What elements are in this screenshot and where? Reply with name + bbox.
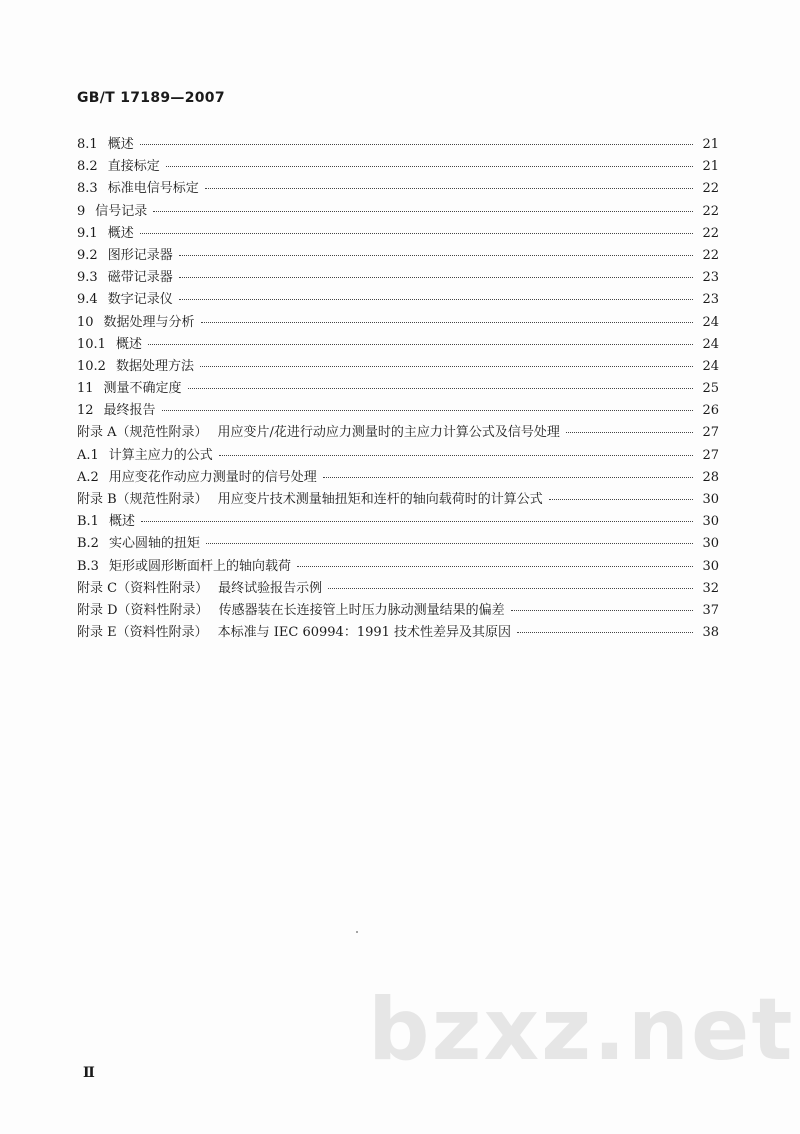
toc-leader-dots <box>323 477 693 478</box>
toc-entry-number: 附录 C（资料性附录） <box>77 580 209 596</box>
toc-entry-page: 37 <box>702 602 719 618</box>
toc-entry[interactable] <box>77 288 719 310</box>
toc-entry-number: 附录 B（规范性附录） <box>77 492 208 507</box>
toc-leader-dots <box>200 366 693 367</box>
toc-entry-page: 26 <box>702 403 719 419</box>
table-of-contents <box>77 133 719 643</box>
toc-entry-number: B.2 <box>77 536 99 552</box>
toc-entry-page: 23 <box>702 270 719 286</box>
toc-leader-dots <box>219 455 693 456</box>
toc-entry[interactable] <box>77 444 719 466</box>
toc-entry[interactable] <box>77 421 719 443</box>
toc-entry-page: 28 <box>702 469 719 485</box>
toc-entry[interactable] <box>77 532 719 554</box>
toc-entry-title: 用应变片技术测量轴扭矩和连杆的轴向载荷时的计算公式 <box>217 492 543 507</box>
toc-leader-dots <box>201 322 693 323</box>
scan-speck <box>356 931 358 933</box>
toc-entry[interactable] <box>77 377 719 399</box>
toc-leader-dots <box>566 432 693 433</box>
toc-entry[interactable] <box>77 244 719 266</box>
toc-entry-page: 27 <box>702 425 719 441</box>
toc-entry-title: 数字记录仪 <box>107 292 173 308</box>
toc-entry-title: 数据处理方法 <box>115 358 194 374</box>
toc-entry-page: 30 <box>702 536 719 552</box>
toc-entry-page: 22 <box>702 203 719 219</box>
standard-code-header: GB/T 17189—2007 <box>77 90 225 106</box>
toc-entry-number: 9.1 <box>77 225 98 241</box>
toc-entry-title: 概述 <box>107 137 134 152</box>
toc-entry-title: 概述 <box>108 514 135 530</box>
toc-entry-page: 23 <box>702 292 719 308</box>
toc-entry-title: 概述 <box>115 336 142 352</box>
toc-entry[interactable] <box>77 510 719 532</box>
toc-entry[interactable] <box>77 177 719 199</box>
toc-leader-dots <box>148 344 693 345</box>
watermark-logo: bzxz.net <box>368 980 795 1080</box>
toc-entry[interactable] <box>77 355 719 377</box>
toc-entry-title: 信号记录 <box>95 203 148 219</box>
toc-leader-dots <box>206 543 693 544</box>
toc-entry-title: 计算主应力的公式 <box>108 447 213 463</box>
toc-leader-dots <box>297 566 693 567</box>
toc-leader-dots <box>517 632 693 633</box>
toc-entry-title: 用应变片/花进行动应力测量时的主应力计算公式及信号处理 <box>217 425 560 441</box>
toc-entry-number: 11 <box>77 381 94 397</box>
toc-entry-number: 9.3 <box>77 270 98 286</box>
toc-entry-number: 10.1 <box>77 336 106 352</box>
toc-entry-title: 实心圆轴的扭矩 <box>108 536 200 552</box>
toc-entry-page: 24 <box>702 358 719 374</box>
page-number: Ⅱ <box>83 1065 95 1081</box>
toc-entry-title: 本标准与 IEC 60994：1991 技术性差异及其原因 <box>217 625 512 641</box>
toc-leader-dots <box>179 255 693 256</box>
toc-entry-page: 24 <box>702 336 719 352</box>
toc-entry-page: 24 <box>702 314 719 330</box>
toc-entry-page: 32 <box>702 580 719 596</box>
toc-leader-dots <box>188 388 693 389</box>
toc-entry[interactable] <box>77 399 719 421</box>
toc-entry[interactable] <box>77 599 719 621</box>
toc-entry-page: 30 <box>702 558 719 574</box>
toc-entry[interactable] <box>77 266 719 288</box>
toc-entry[interactable] <box>77 222 719 244</box>
toc-entry[interactable] <box>77 466 719 488</box>
toc-leader-dots <box>511 610 693 611</box>
toc-entry-number: A.2 <box>77 469 99 485</box>
toc-leader-dots <box>205 188 693 189</box>
toc-entry-page: 22 <box>702 247 719 263</box>
toc-leader-dots <box>179 277 693 278</box>
toc-entry-number: B.3 <box>77 558 99 574</box>
toc-entry-number: 9.2 <box>77 247 98 263</box>
toc-entry-title: 传感器装在长连接管上时压力脉动测量结果的偏差 <box>218 602 505 618</box>
toc-entry[interactable] <box>77 621 719 643</box>
toc-entry-page: 22 <box>702 181 719 197</box>
toc-entry-title: 最终试验报告示例 <box>218 580 323 596</box>
toc-entry-number: 附录 A（规范性附录） <box>77 425 208 441</box>
toc-entry-page: 22 <box>702 225 719 241</box>
toc-entry-title: 数据处理与分析 <box>103 314 195 330</box>
toc-entry-title: 概述 <box>107 225 134 241</box>
toc-entry-number: 9.4 <box>77 292 98 308</box>
toc-leader-dots <box>153 211 693 212</box>
toc-entry[interactable] <box>77 555 719 577</box>
toc-entry-number: A.1 <box>77 447 99 463</box>
toc-entry[interactable] <box>77 133 719 155</box>
toc-entry-number: 附录 E（资料性附录） <box>77 625 208 641</box>
toc-entry-number: 8.3 <box>77 181 98 197</box>
toc-entry[interactable] <box>77 200 719 222</box>
toc-entry-title: 图形记录器 <box>107 247 173 263</box>
toc-entry[interactable] <box>77 311 719 333</box>
toc-entry[interactable] <box>77 155 719 177</box>
toc-entry-number: 附录 D（资料性附录） <box>77 602 209 618</box>
toc-entry-title: 直接标定 <box>107 159 160 175</box>
toc-leader-dots <box>140 144 693 145</box>
toc-entry[interactable] <box>77 488 719 510</box>
toc-leader-dots <box>179 299 693 300</box>
toc-entry-number: 12 <box>77 403 94 419</box>
toc-leader-dots <box>162 410 693 411</box>
toc-entry-page: 30 <box>702 492 719 507</box>
toc-entry-number: 8.1 <box>77 137 98 152</box>
toc-entry[interactable] <box>77 577 719 599</box>
toc-leader-dots <box>140 233 693 234</box>
toc-entry-page: 21 <box>702 159 719 175</box>
toc-entry-page: 21 <box>702 137 719 152</box>
toc-leader-dots <box>328 588 693 589</box>
toc-leader-dots <box>549 499 693 500</box>
toc-entry-title: 磁带记录器 <box>107 270 173 286</box>
toc-entry-page: 27 <box>702 447 719 463</box>
toc-entry-title: 最终报告 <box>103 403 156 419</box>
toc-entry-title: 测量不确定度 <box>103 381 182 397</box>
toc-entry[interactable] <box>77 333 719 355</box>
toc-entry-number: 8.2 <box>77 159 98 175</box>
toc-entry-number: B.1 <box>77 514 99 530</box>
toc-entry-number: 10 <box>77 314 94 330</box>
toc-entry-page: 38 <box>702 625 719 641</box>
toc-entry-number: 10.2 <box>77 358 106 374</box>
toc-entry-title: 矩形或圆形断面杆上的轴向载荷 <box>108 558 291 574</box>
toc-leader-dots <box>141 521 693 522</box>
toc-entry-title: 用应变花作动应力测量时的信号处理 <box>108 469 317 485</box>
toc-leader-dots <box>166 166 693 167</box>
toc-entry-page: 30 <box>702 514 719 530</box>
toc-entry-number: 9 <box>77 203 86 219</box>
toc-entry-title: 标准电信号标定 <box>107 181 199 197</box>
toc-entry-page: 25 <box>702 381 719 397</box>
